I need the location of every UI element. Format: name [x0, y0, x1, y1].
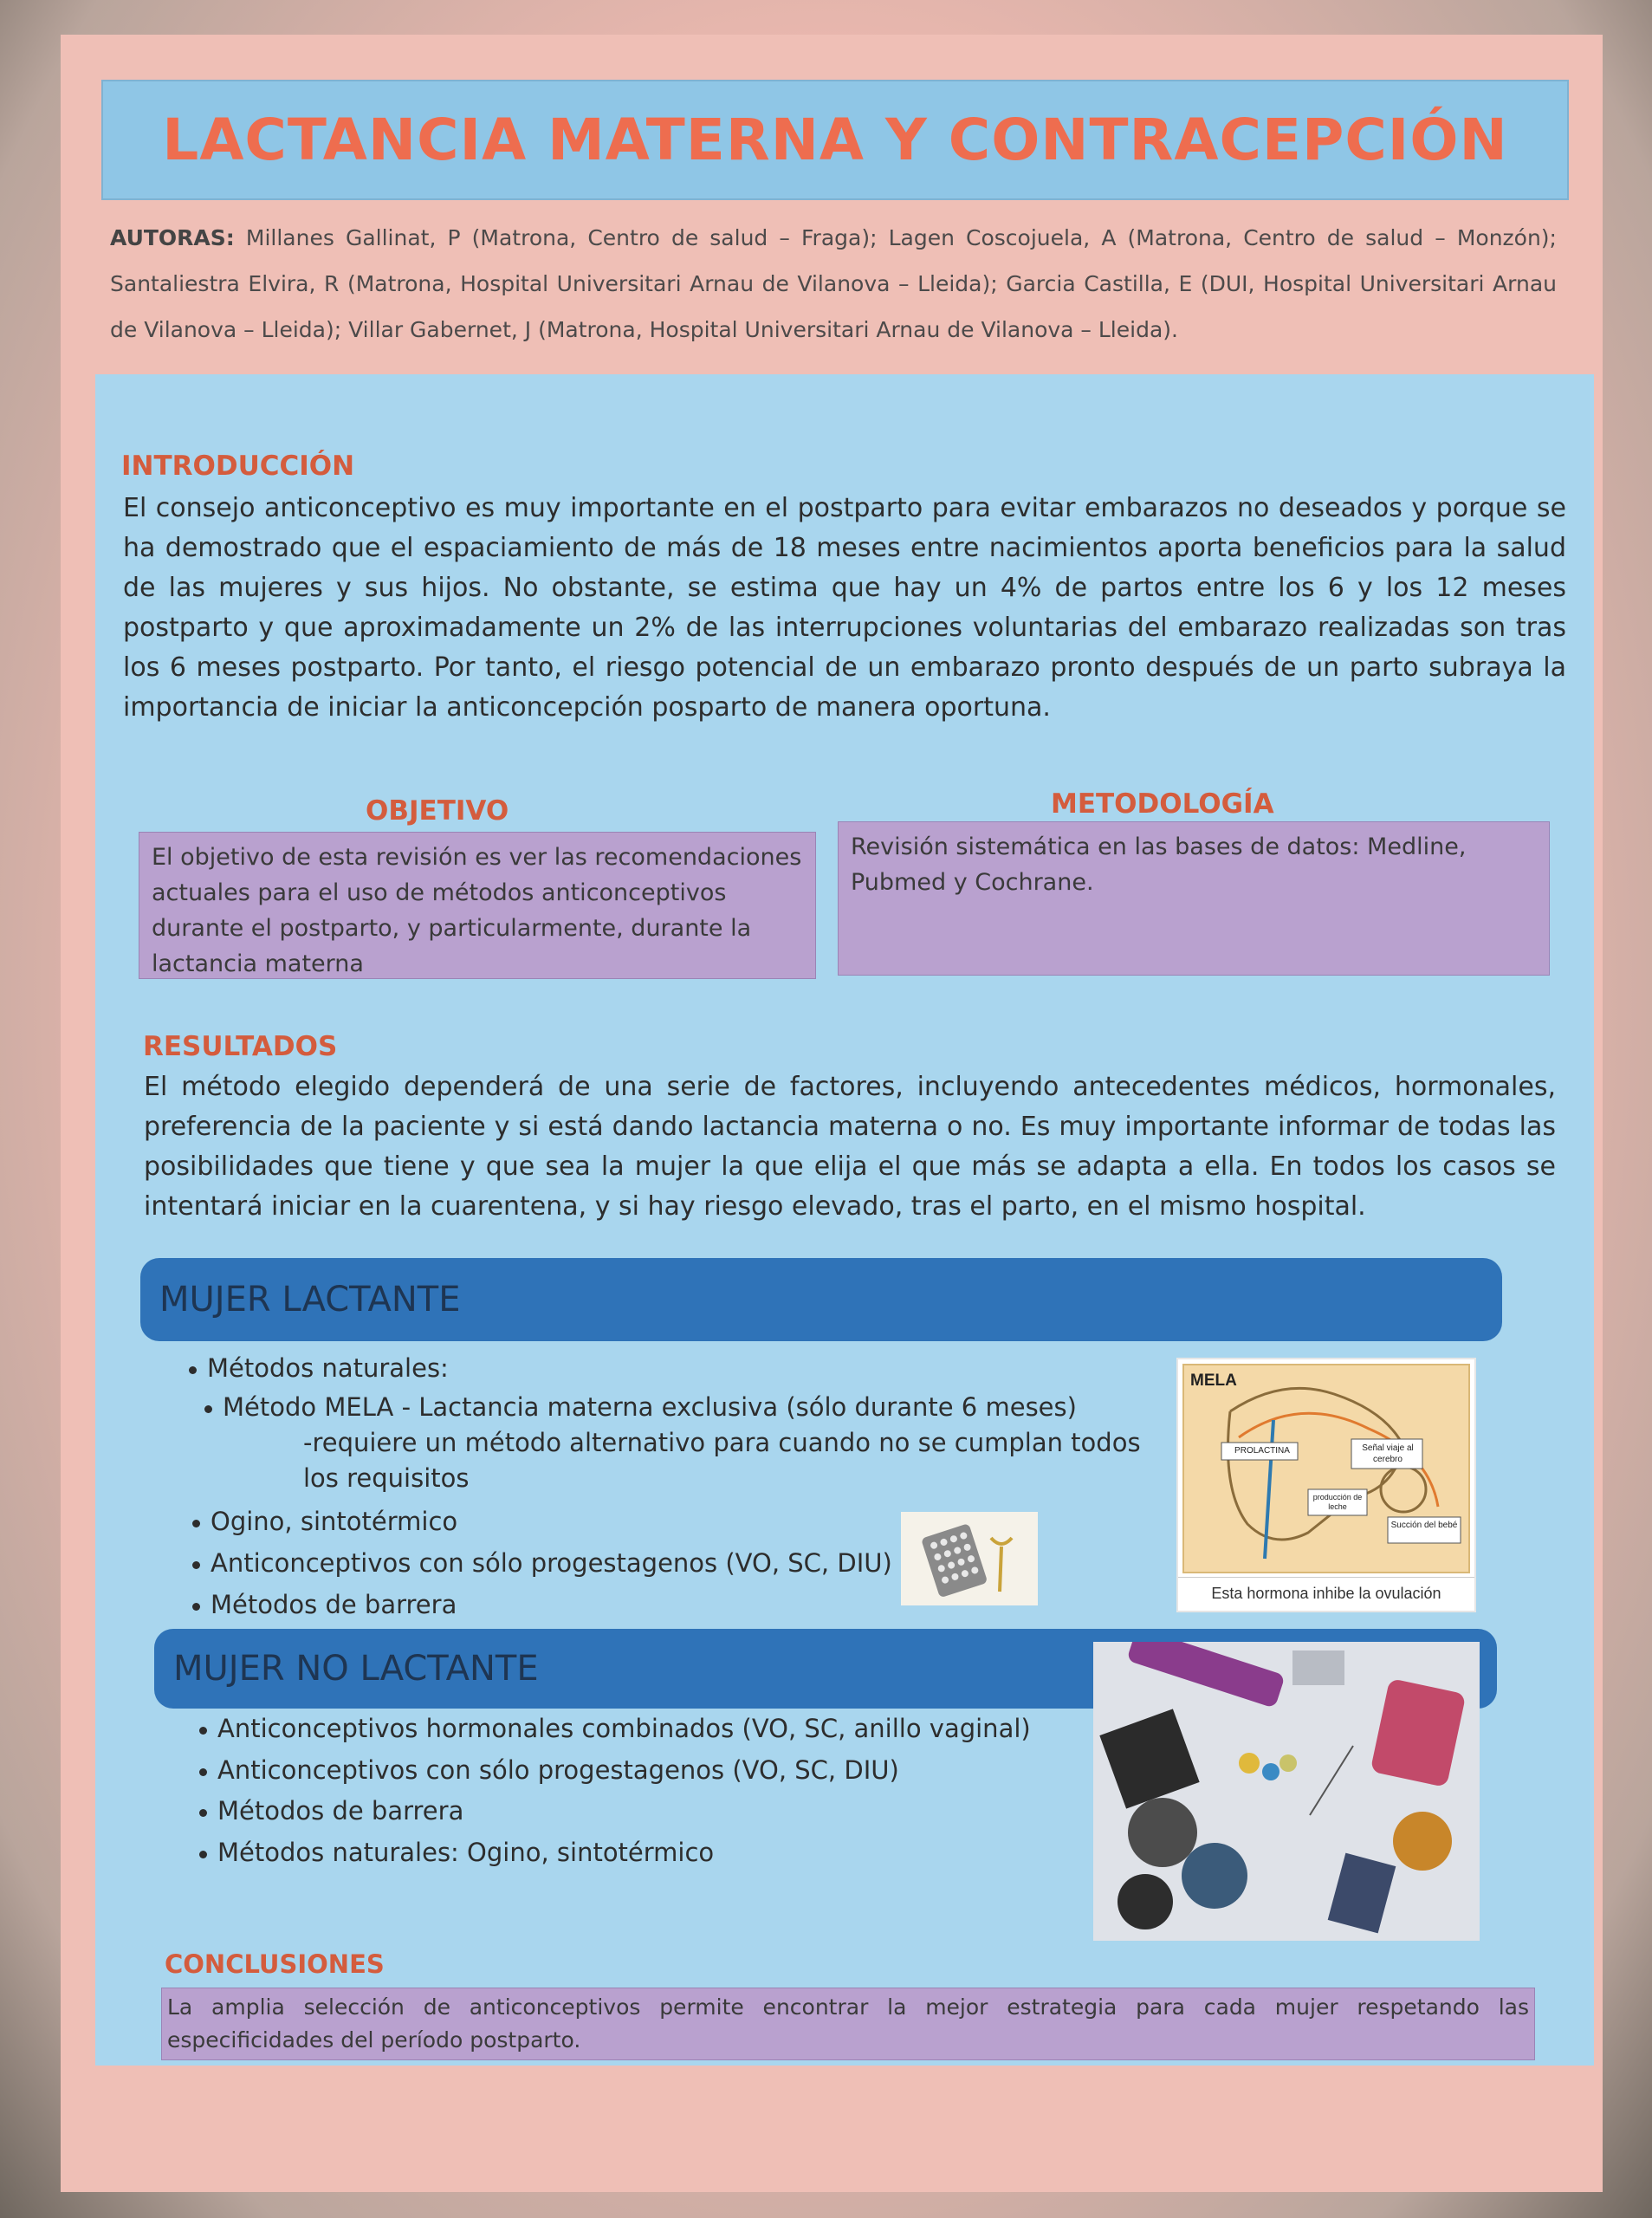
authors-block	[110, 215, 1557, 353]
list-item	[192, 1590, 457, 1619]
bullet-icon	[199, 1851, 207, 1858]
conclusiones-box	[161, 1988, 1535, 2060]
intro-heading: INTRODUCCIÓN	[121, 451, 355, 482]
mela-label: MELA	[1190, 1372, 1237, 1390]
bullet-icon	[189, 1366, 197, 1374]
list-item-text: Anticonceptivos con sólo progestagenos (VO, SC, DIU)	[211, 1548, 892, 1578]
authors-text: Millanes Gallinat, P (Matrona, Centro de salud – Fraga); Lagen Coscojuela, A (Matrona, Centro de salud – Monzón); Santaliestra Elvira, R (Matrona, Hospital Universitari Arnau de Vilanova – Lleida); Garcia Castilla, E (DUI, Hospital Universitari Arnau de Vilanova – Lleida); Villar Gabernet, J (Matrona, Hospital Universitari Arnau de Vilanova – Lleida).	[110, 225, 1557, 342]
mela-senal-label: Señal viaje al cerebro	[1362, 1443, 1414, 1464]
conclusiones-heading: CONCLUSIONES	[165, 1949, 385, 1979]
objetivo-heading: OBJETIVO	[366, 795, 509, 827]
bullet-icon	[199, 1809, 207, 1817]
list-item	[192, 1507, 457, 1536]
list-item-text: Métodos naturales: Ogino, sintotérmico	[217, 1838, 715, 1867]
list-item-note: los requisitos	[303, 1463, 470, 1493]
list-item-text: Métodos de barrera	[211, 1590, 457, 1619]
objetivo-text: El objetivo de esta revisión es ver las recomendaciones actuales para el uso de métodos anticonceptivos durante el postparto, y particularmente, durante la lactancia materna	[152, 844, 802, 977]
list-item	[199, 1838, 714, 1867]
bullet-icon	[199, 1727, 207, 1735]
mela-caption: Esta hormona inhibe la ovulación	[1178, 1577, 1474, 1611]
mela-succion-label: Succión del bebé	[1390, 1521, 1458, 1530]
metodologia-heading: METODOLOGÍA	[1051, 788, 1274, 820]
intro-text: El consejo anticonceptivo es muy importante en el postparto para evitar embarazos no deseados y porque se ha demostrado que el espaciamiento de más de 18 meses entre nacimientos aporta beneficios para la salud de las mujeres y sus hijos. No obstante, se estima que hay un 4% de partos entre los 6 y los 12 meses postparto y que aproximadamente un 2% de las interrupciones voluntarias del embarazo realizadas son tras los 6 meses postparto. Por tanto, el riesgo potencial de un embarazo pronto después de un parto subraya la importancia de iniciar la anticoncepción posparto de manera oportuna.	[123, 493, 1566, 723]
bullet-icon	[192, 1520, 200, 1527]
list-item-text: Anticonceptivos hormonales combinados (VO, SC, anillo vaginal)	[217, 1714, 1031, 1743]
mela-produccion-label: producción de leche	[1312, 1493, 1363, 1511]
objetivo-box	[139, 832, 816, 979]
list-item	[189, 1353, 449, 1383]
list-item	[199, 1714, 1031, 1743]
bullet-icon	[192, 1603, 200, 1611]
no-lactante-heading: MUJER NO LACTANTE	[173, 1649, 539, 1689]
list-item	[199, 1796, 463, 1826]
list-item-text: Métodos de barrera	[217, 1796, 464, 1826]
mela-prolactina-label: PROLACTINA	[1234, 1446, 1290, 1456]
poster-title: LACTANCIA MATERNA Y CONTRACEPCIÓN	[162, 107, 1508, 173]
bullet-icon	[204, 1405, 212, 1413]
list-item-note: -requiere un método alternativo para cuando no se cumplan todos	[303, 1428, 1141, 1457]
bullet-icon	[192, 1561, 200, 1569]
list-item-text: Método MELA - Lactancia materna exclusiva (sólo durante 6 meses)	[223, 1392, 1077, 1422]
title-banner	[101, 80, 1569, 200]
list-item	[192, 1548, 892, 1578]
list-item	[199, 1755, 899, 1785]
lactante-band	[140, 1258, 1502, 1341]
mela-diagram	[1176, 1358, 1476, 1612]
metodologia-text: Revisión sistemática en las bases de datos: Medline, Pubmed y Cochrane.	[851, 833, 1467, 896]
list-item-text: Métodos naturales:	[207, 1353, 449, 1383]
list-item-text: Anticonceptivos con sólo progestagenos (VO, SC, DIU)	[217, 1755, 899, 1785]
authors-label: AUTORAS:	[110, 225, 235, 250]
resultados-text: El método elegido dependerá de una serie de factores, incluyendo antecedentes médicos, hormonales, preferencia de la paciente y si está dando lactancia materna o no. Es muy importante informar de todas las posibilidades que tiene y que sea la mujer la que elija el que más se adapta a ella. En todos los casos se intentará iniciar en la cuarentena, y si hay riesgo elevado, tras el parto, en el mismo hospital.	[144, 1072, 1556, 1222]
conclusiones-text: La amplia selección de anticonceptivos permite encontrar la mejor estrategia para cada mujer respetando las especificidades del período postparto.	[167, 1994, 1529, 2053]
list-item-text: Ogino, sintotérmico	[211, 1507, 458, 1536]
metodologia-box	[838, 821, 1550, 976]
contraceptives-photo	[1093, 1642, 1480, 1941]
resultados-heading: RESULTADOS	[143, 1031, 338, 1062]
list-item	[204, 1392, 1077, 1422]
bullet-icon	[199, 1768, 207, 1776]
lactante-heading: MUJER LACTANTE	[159, 1280, 461, 1320]
pill-iud-image	[901, 1512, 1038, 1605]
